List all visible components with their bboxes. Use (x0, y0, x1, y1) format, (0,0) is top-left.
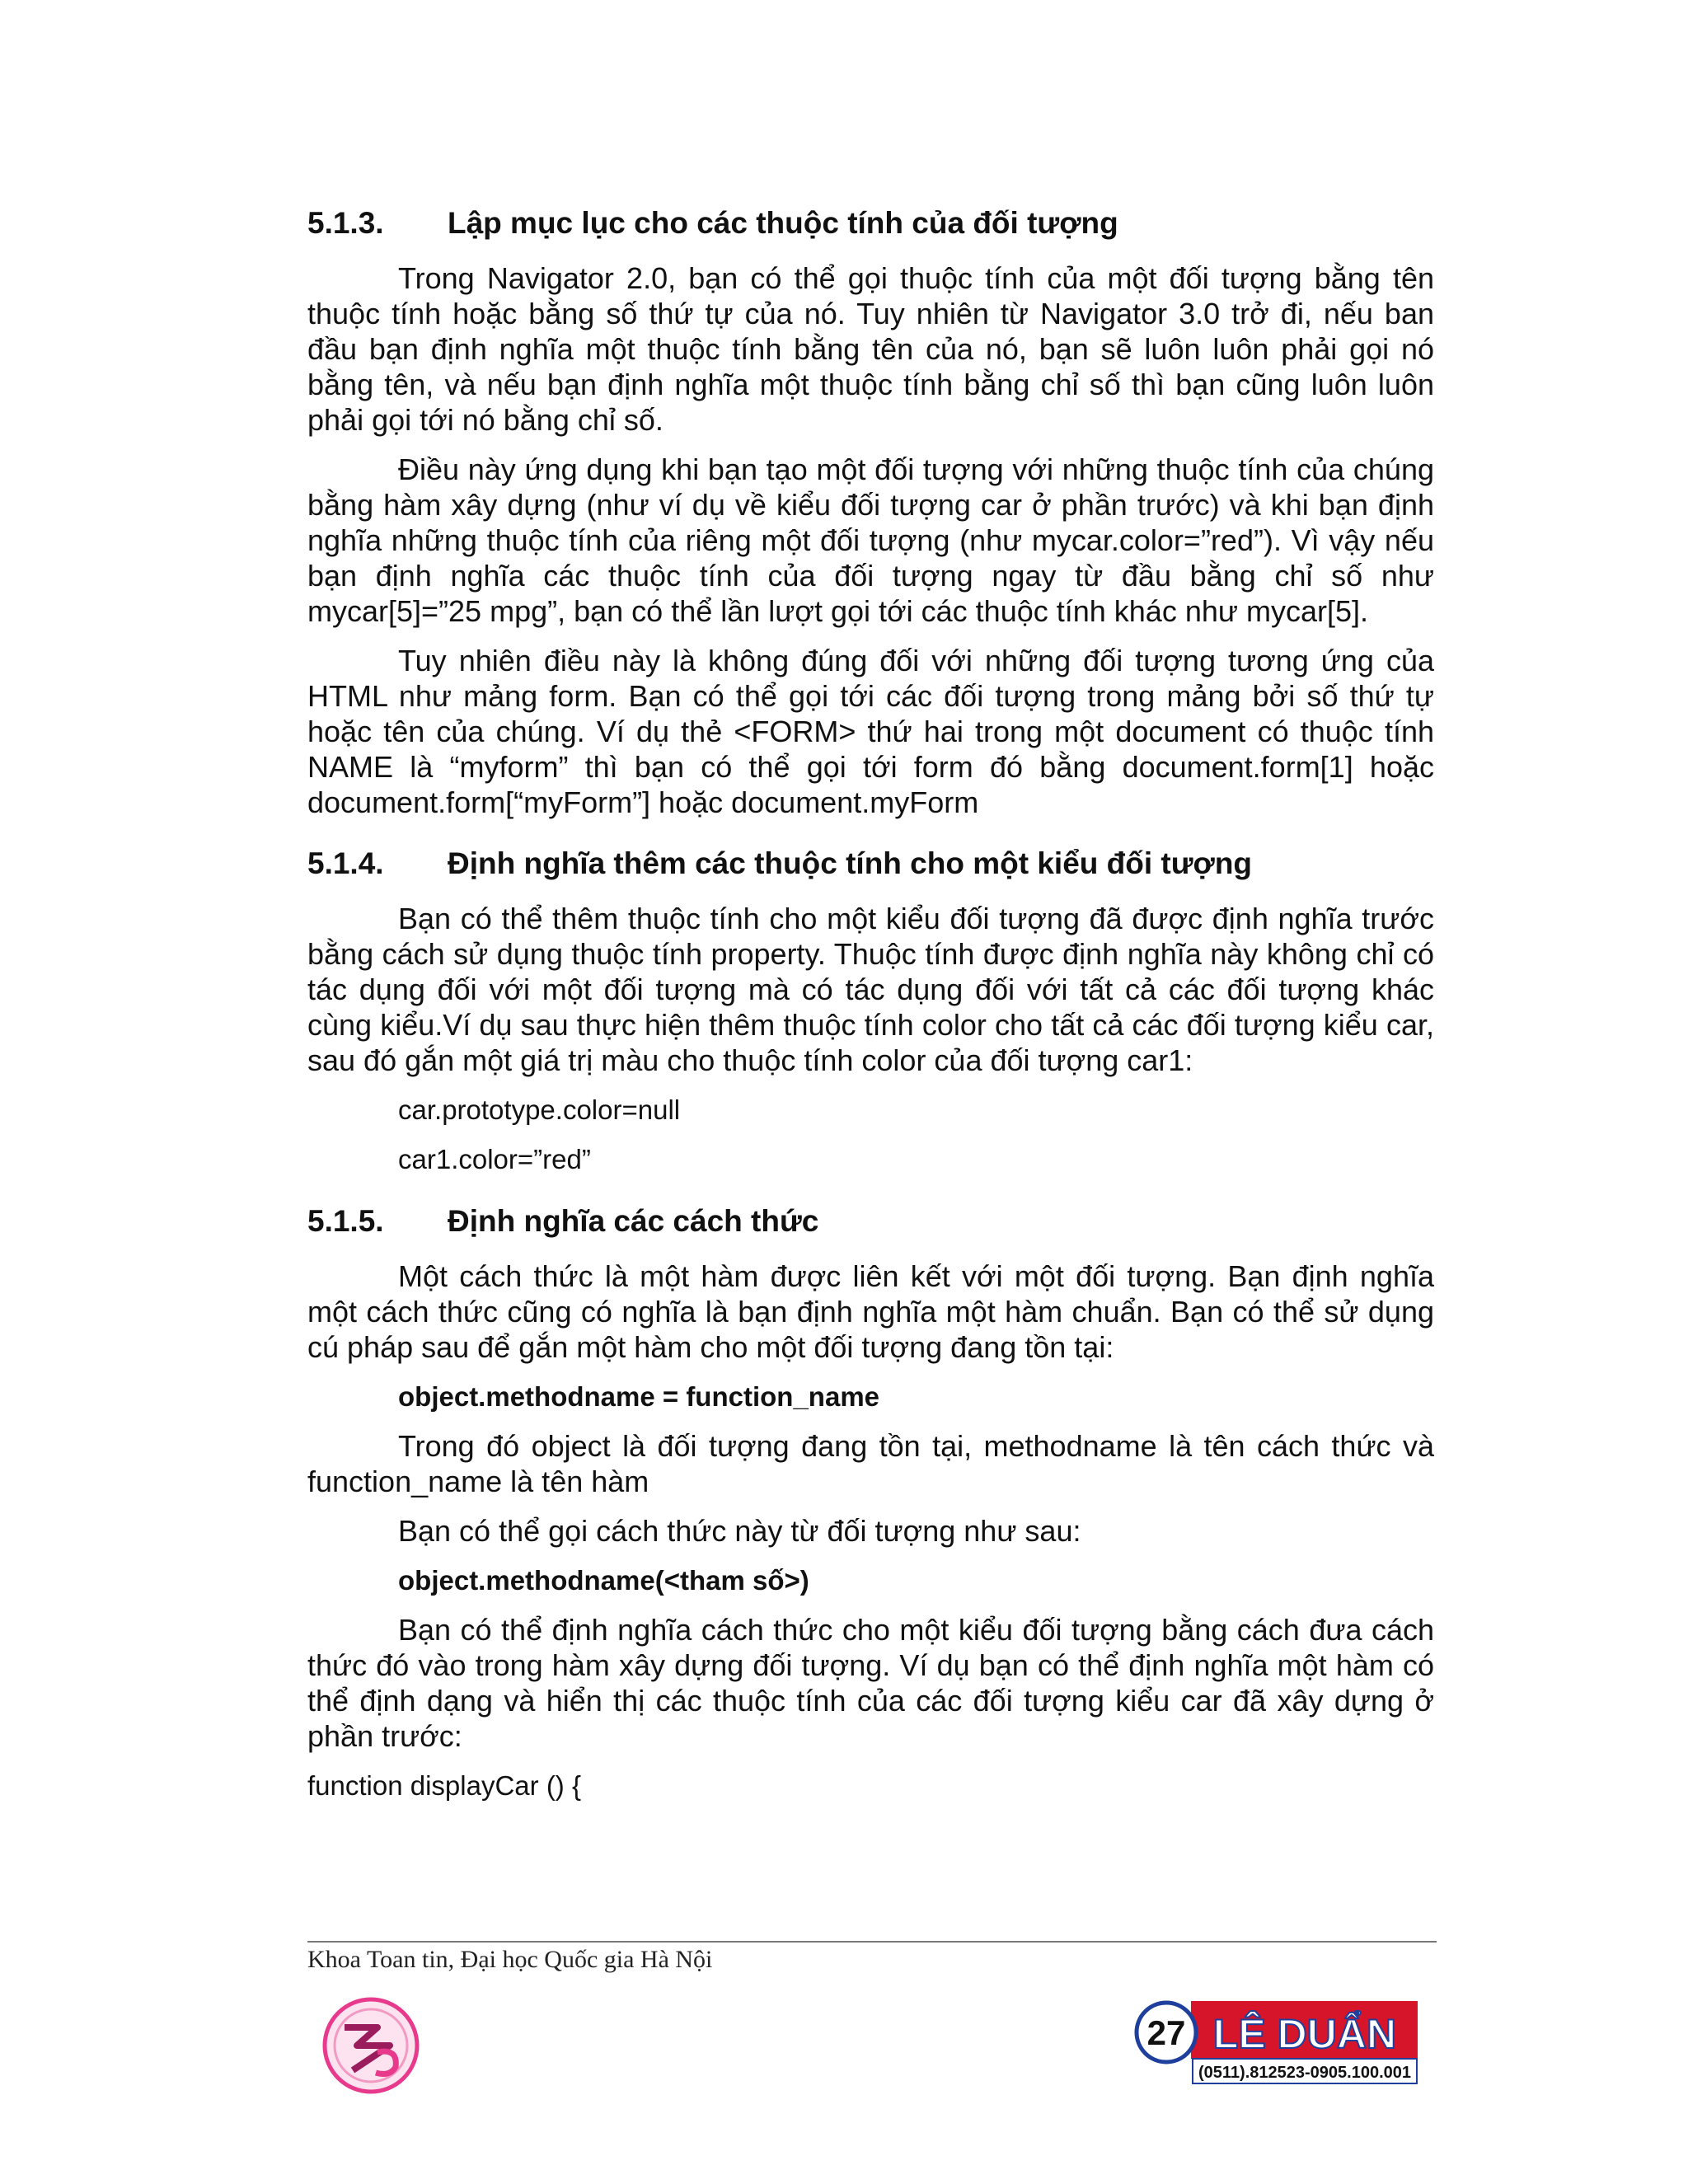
paragraph: Tuy nhiên điều này là không đúng đối với những đối tượng tương ứng của HTML như mảng form. Bạn có thể gọi tới các đối tượng trong mảng bởi số thứ tự hoặc tên của chúng. Ví dụ thẻ <FORM> thứ hai trong một document có thuộc tính NAME là “myform” thì bạn có thể gọi tới form đó bằng document.form[1] hoặc document.form[“myForm”] hoặc document.myForm (307, 644, 1434, 819)
logo-phone: (0511).812523-0905.100.001 (1198, 2064, 1412, 2082)
section-title: Lập mục lục cho các thuộc tính của đối tượng (448, 206, 1118, 240)
document-body (307, 190, 1434, 1817)
footer-divider (307, 1941, 1437, 1943)
le-duan-logo-icon (1133, 1996, 1422, 2085)
section-heading-5-1-4 (307, 845, 1434, 883)
section-heading-5-1-5 (307, 1202, 1434, 1240)
paragraph: Bạn có thể gọi cách thức này từ đối tượng như sau: (398, 1514, 1081, 1548)
paragraph: Điều này ứng dụng khi bạn tạo một đối tượng với những thuộc tính của chúng bằng hàm xây dựng (như ví dụ về kiểu đối tượng car ở phần trước) và khi bạn định nghĩa những thuộc tính của riêng một đối tượng (như mycar.color=”red”). Vì vậy nếu bạn định nghĩa các thuộc tính của đối tượng ngay từ đầu bằng chỉ số như mycar[5]=”25 mpg”, bạn có thể lần lượt gọi tới các thuộc tính khác như mycar[5]. (307, 452, 1434, 628)
logo-name: LÊ DUẨN (1212, 2011, 1397, 2057)
code-line: function displayCar () { (307, 1770, 581, 1801)
section-title: Định nghĩa thêm các thuộc tính cho một kiểu đối tượng (448, 846, 1253, 880)
logo-number: 27 (1146, 2013, 1186, 2052)
paragraph: Bạn có thể thêm thuộc tính cho một kiểu đối tượng đã được định nghĩa trước bằng cách sử dụng thuộc tính property. Thuộc tính được định nghĩa này không chỉ có tác dụng đối với một đối tượng mà có tác dụng đối với tất cả các đối tượng khác cùng kiểu.Ví dụ sau thực hiện thêm thuộc tính color cho tất cả các đối tượng kiểu car, sau đó gắn một giá trị màu cho thuộc tính color của đối tượng car1: (307, 902, 1434, 1077)
section-number: 5.1.3. (307, 206, 384, 240)
section-heading-5-1-3 (307, 204, 1434, 242)
code-line: car1.color=”red” (398, 1144, 591, 1174)
code-line: car.prototype.color=null (398, 1094, 681, 1125)
sg-logo-icon (320, 1994, 423, 2097)
paragraph: Một cách thức là một hàm được liên kết với một đối tượng. Bạn định nghĩa một cách thức cũng có nghĩa là bạn định nghĩa một hàm chuẩn. Bạn có thể sử dụng cú pháp sau để gắn một hàm cho một đối tượng đang tồn tại: (307, 1259, 1434, 1364)
paragraph: Trong Navigator 2.0, bạn có thể gọi thuộc tính của một đối tượng bằng tên thuộc tính hoặc bằng số thứ tự của nó. Tuy nhiên từ Navigator 3.0 trở đi, nếu ban đầu bạn định nghĩa một thuộc tính bằng tên của nó, bạn sẽ luôn luôn phải gọi nó bằng tên, và nếu bạn định nghĩa một thuộc tính bằng chỉ số thì bạn cũng luôn luôn phải gọi tới nó bằng chỉ số. (307, 261, 1434, 437)
section-number: 5.1.4. (307, 846, 384, 880)
paragraph: Trong đó object là đối tượng đang tồn tại, methodname là tên cách thức và function_name là tên hàm (307, 1429, 1434, 1498)
paragraph: Bạn có thể định nghĩa cách thức cho một kiểu đối tượng bằng cách đưa cách thức đó vào trong hàm xây dựng đối tượng. Ví dụ bạn có thể định nghĩa một hàm có thể định dạng và hiển thị các thuộc tính của các đối tượng kiểu car đã xây dựng ở phần trước: (307, 1613, 1434, 1753)
code-line: object.methodname(<tham số>) (398, 1565, 809, 1596)
footer-text: Khoa Toan tin, Đại học Quốc gia Hà Nội (307, 1946, 713, 1973)
section-number: 5.1.5. (307, 1204, 384, 1238)
code-line: object.methodname = function_name (398, 1381, 880, 1412)
section-title: Định nghĩa các cách thức (448, 1204, 819, 1238)
